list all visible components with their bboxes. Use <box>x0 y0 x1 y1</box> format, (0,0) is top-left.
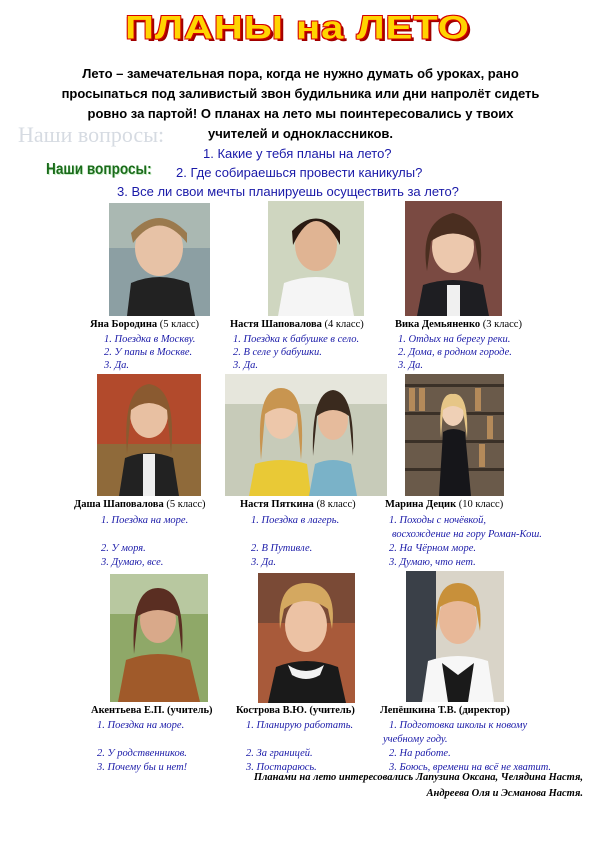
photo-nastya-p <box>225 374 387 496</box>
person-name: Настя Пяткина (8 класс) <box>240 499 356 510</box>
person-name: Лепёшкина Т.В. (директор) <box>380 705 510 716</box>
intro-line: ровно за партой! О планах на лето мы поинтересовались у твоих <box>87 106 514 121</box>
answer: 2. У родственников. <box>97 748 187 759</box>
question-2: 2. Где собираешься провести каникулы? <box>176 165 423 180</box>
answer: 3. Да. <box>233 360 259 371</box>
answers <box>389 514 542 570</box>
answer: 3. Постараюсь. <box>246 762 317 773</box>
page-title: ПЛАНЫ на ЛЕТО <box>125 10 470 46</box>
answers <box>233 333 359 372</box>
person-name: Настя Шаповалова (4 класс) <box>230 319 364 330</box>
answer: 1. Поездка на море. <box>97 720 185 731</box>
answer: 2. У папы в Москве. <box>104 347 193 358</box>
questions-label: Наши вопросы: <box>46 161 152 178</box>
photo-marina <box>405 374 504 496</box>
footer-credits <box>254 770 583 802</box>
person-name: Кострова В.Ю. (учитель) <box>236 705 355 716</box>
answer: 1. Подготовка школы к новому <box>389 720 528 731</box>
answer: 1. Отдых на берегу реки. <box>398 334 511 345</box>
photo-vika <box>405 201 502 316</box>
answers <box>104 333 195 372</box>
answer: 3. Да. <box>398 360 424 371</box>
person-name: Вика Демьяненко (3 класс) <box>395 319 522 330</box>
question-1: 1. Какие у тебя планы на лето? <box>203 146 392 161</box>
intro-line: просыпаться под заливистый звон будильника или дни напролёт сидеть <box>61 86 540 101</box>
answers <box>246 719 353 775</box>
answer: 2. У моря. <box>101 543 146 554</box>
intro-line: учителей и одноклассников. <box>207 126 394 141</box>
intro-line: Лето – замечательная пора, когда не нужно думать об уроках, рано <box>82 66 519 81</box>
answer: 3. Да. <box>251 557 277 568</box>
answer: 2. Дома, в родном городе. <box>398 347 512 358</box>
answer: 1. Поездка к бабушке в село. <box>233 334 360 345</box>
answer: 3. Думаю, все. <box>101 557 164 568</box>
answer: 2. За границей. <box>246 748 313 759</box>
photo-nastya-sh <box>268 201 364 316</box>
answer: 3. Думаю, что нет. <box>389 557 476 568</box>
answer: 2. В селе у бабушки. <box>233 347 322 358</box>
answer: 2. На работе. <box>389 748 451 759</box>
answer: 1. Походы с ночёвкой, <box>389 515 487 526</box>
answers <box>383 719 551 775</box>
photo-dasha <box>97 374 201 496</box>
photo-kostrova <box>258 573 355 703</box>
questions-label-ghost: Наши вопросы: <box>18 122 165 147</box>
answer: 2. В Путивле. <box>251 543 313 554</box>
photo-akentyeva <box>110 574 208 702</box>
answer: 1. Планирую работать. <box>246 720 354 731</box>
person-name: Марина Децик (10 класс) <box>385 499 504 510</box>
answer: 1. Поездка в Москву. <box>104 334 196 345</box>
answer: 1. Поездка в лагерь. <box>251 515 340 526</box>
footer-line: Андреева Оля и Эсманова Настя. <box>426 788 583 799</box>
photo-yana <box>109 203 210 316</box>
footer-line: Планами на лето интересовались Лапузина Оксана, Челядина Настя, <box>253 772 583 783</box>
answer: 3. Боюсь, времени на всё не хватит. <box>389 762 552 773</box>
question-3: 3. Все ли свои мечты планируешь осуществить за лето? <box>117 184 459 199</box>
answer: восхождение на гору Роман-Кош. <box>392 529 542 540</box>
answer: учебному году. <box>383 734 448 745</box>
photo-lepeshkina <box>406 571 504 702</box>
person-name: Акентьева Е.П. (учитель) <box>91 705 213 716</box>
answers <box>97 719 187 775</box>
person-name: Яна Бородина (5 класс) <box>90 319 199 330</box>
answers <box>398 333 512 372</box>
answers <box>101 514 188 570</box>
person-name: Даша Шаповалова (5 класс) <box>74 499 206 510</box>
answer: 3. Да. <box>104 360 130 371</box>
answer: 1. Поездка на море. <box>101 515 189 526</box>
answer: 2. На Чёрном море. <box>389 543 476 554</box>
answers <box>251 514 339 570</box>
answer: 3. Почему бы и нет! <box>97 762 188 773</box>
